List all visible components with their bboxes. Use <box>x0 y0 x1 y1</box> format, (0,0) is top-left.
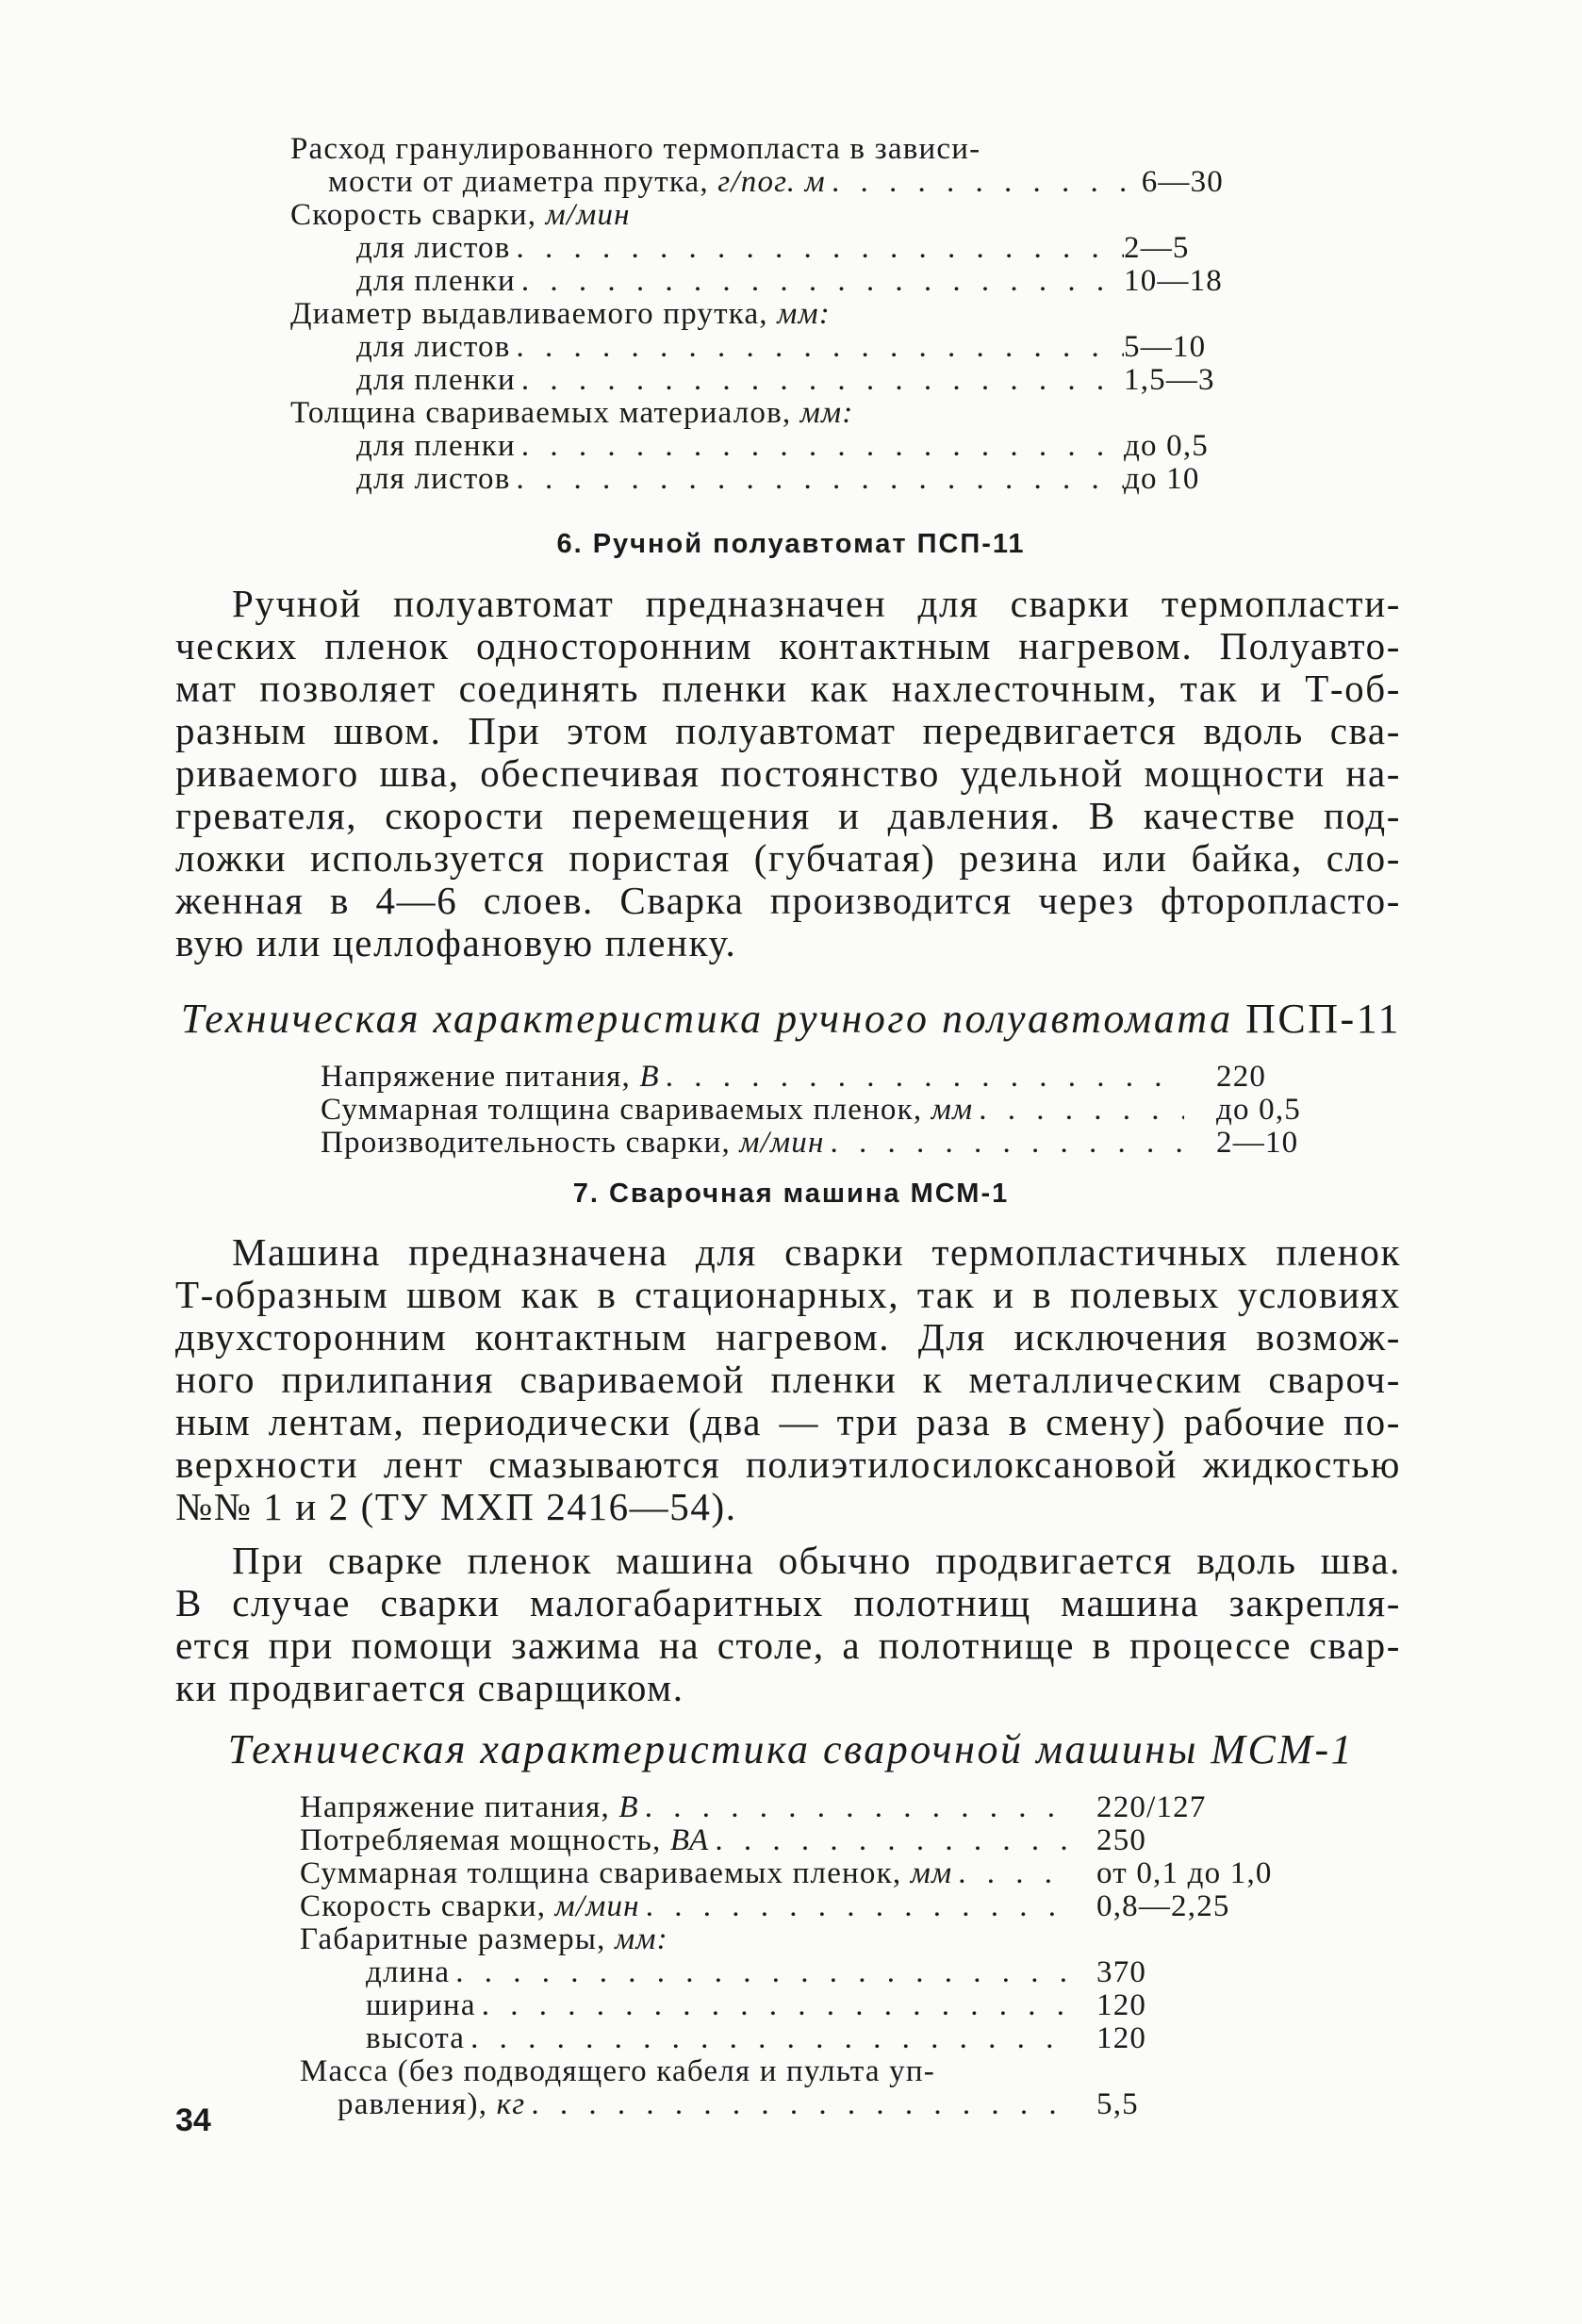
text-line: вую или целлофановую пленку. <box>175 921 737 964</box>
text-line: ется при помощи зажима на столе, а полотнище в процессе свар- <box>175 1624 1401 1667</box>
spec-label: Расход гранулированного термопласта в зависи- <box>290 132 981 166</box>
dot-leader <box>465 2022 1068 2055</box>
spec-label: равления), кг <box>338 2087 526 2121</box>
spec-row <box>321 1127 1320 1160</box>
spec-list-extrusion <box>290 133 1224 496</box>
paragraph-psp11 <box>175 583 1401 964</box>
spec-label: Напряжение питания, В <box>321 1060 660 1094</box>
dot-leader <box>709 1824 1068 1857</box>
text-line: Машина предназначена для сварки термопластичных пленок <box>232 1230 1401 1274</box>
text-line: Т-образным швом как в стационарных, так и в полевых условиях <box>175 1273 1401 1316</box>
dot-leader <box>639 1791 1068 1824</box>
text-line: женная в 4—6 слоев. Сварка производится через фторопласто- <box>175 879 1401 922</box>
spec-label: Скорость сварки, м/мин <box>290 198 631 232</box>
spec-value: до 0,5 <box>1216 1093 1301 1127</box>
spec-label: для пленки <box>356 264 516 298</box>
spec-value: 220 <box>1216 1060 1267 1094</box>
spec-row <box>290 265 1224 298</box>
text-line: ки продвигается сварщиком. <box>175 1666 684 1709</box>
spec-label: для пленки <box>356 363 516 397</box>
spec-value: от 0,1 до 1,0 <box>1096 1856 1273 1890</box>
spec-label: высота <box>366 2021 466 2055</box>
section-heading-6: 6. Ручной полуавтомат ПСП-11 <box>556 529 1026 559</box>
spec-value: 2—10 <box>1216 1126 1299 1160</box>
spec-row <box>300 2022 1299 2055</box>
text-line: При сварке пленок машина обычно продвигается вдоль шва. <box>232 1539 1401 1582</box>
spec-value: 5,5 <box>1096 2087 1139 2121</box>
text-line: ческих пленок односторонним контактным нагревом. Полуавто- <box>175 624 1401 668</box>
dot-leader <box>973 1094 1184 1127</box>
spec-value: 10—18 <box>1124 264 1223 298</box>
spec-row <box>300 1824 1299 1857</box>
dot-leader <box>476 1989 1068 2022</box>
spec-row <box>290 364 1224 397</box>
dot-leader <box>660 1061 1184 1094</box>
text-line: ным лентам, периодически (два — три раза в смену) рабочие по- <box>175 1400 1401 1443</box>
text-line: гревателя, скорости перемещения и давления. В качестве под- <box>175 794 1401 837</box>
spec-row <box>300 1890 1299 1923</box>
spec-row <box>300 1956 1299 1989</box>
spec-label: Скорость сварки, м/мин <box>300 1889 640 1923</box>
spec-title-psp11: Техническая характеристика ручного полуавтомата ПСП-11 <box>180 996 1402 1042</box>
text-line: риваемого шва, обеспечивая постоянство удельной мощности на- <box>175 751 1401 795</box>
spec-value: 6—30 <box>1141 165 1224 199</box>
text-line: №№ 1 и 2 (ТУ МХП 2416—54). <box>175 1485 737 1528</box>
spec-list-msm1 <box>300 1791 1299 2121</box>
spec-row <box>300 2088 1299 2121</box>
paragraph-msm1-operation <box>175 1540 1401 1709</box>
dot-leader <box>511 331 1124 364</box>
spec-row <box>321 1061 1320 1094</box>
section-heading-7: 7. Сварочная машина МСМ-1 <box>572 1178 1010 1209</box>
spec-row <box>290 232 1224 265</box>
spec-value: 120 <box>1096 1988 1147 2022</box>
spec-label: для пленки <box>356 429 516 463</box>
spec-value: до 0,5 <box>1124 429 1209 463</box>
spec-row <box>290 430 1224 463</box>
spec-label: Суммарная толщина свариваемых пленок, мм <box>300 1856 953 1890</box>
paragraph-msm1-description <box>175 1231 1401 1528</box>
text-line: разным швом. При этом полуавтомат передвигается вдоль сва- <box>175 709 1401 752</box>
spec-row <box>290 331 1224 364</box>
spec-label: Потребляемая мощность, ВА <box>300 1823 710 1857</box>
spec-label: Производительность сварки, м/мин <box>321 1126 825 1160</box>
text-line: двухсторонним контактным нагревом. Для исключения возмож- <box>175 1315 1401 1359</box>
spec-row <box>300 1989 1299 2022</box>
text-line: ного прилипания свариваемой пленки к металлическим свароч- <box>175 1358 1401 1401</box>
spec-label: для листов <box>356 231 511 265</box>
spec-value: 250 <box>1096 1823 1147 1857</box>
text-line: В случае сварки малогабаритных полотнищ машина закрепля- <box>175 1581 1401 1624</box>
spec-label: для листов <box>356 462 511 496</box>
spec-label: Толщина свариваемых материалов, мм: <box>290 396 854 430</box>
spec-row <box>290 199 1224 232</box>
spec-label: Масса (без подводящего кабеля и пульта уп- <box>300 2054 935 2088</box>
dot-leader <box>825 1127 1184 1160</box>
spec-row <box>300 1857 1299 1890</box>
spec-list-psp11 <box>321 1061 1320 1160</box>
spec-row <box>290 397 1224 430</box>
spec-row <box>300 1923 1299 1956</box>
spec-label: мости от диаметра прутка, г/пог. м <box>328 165 826 199</box>
spec-value: 220/127 <box>1096 1790 1207 1824</box>
spec-label: для листов <box>356 330 511 364</box>
spec-label: длина <box>366 1955 451 1989</box>
dot-leader <box>516 364 1124 397</box>
text-line: ложки используется пористая (губчатая) резина или байка, сло- <box>175 836 1401 880</box>
dot-leader <box>511 232 1124 265</box>
dot-leader <box>525 2088 1068 2121</box>
spec-title-msm1: Техническая характеристика сварочной машины МСМ-1 <box>227 1726 1355 1772</box>
spec-value: 2—5 <box>1124 231 1190 265</box>
page-number: 34 <box>175 2102 211 2138</box>
spec-label: Напряжение питания, В <box>300 1790 639 1824</box>
dot-leader <box>952 1857 1068 1890</box>
dot-leader <box>516 265 1124 298</box>
spec-label: Диаметр выдавливаемого прутка, мм: <box>290 297 831 331</box>
dot-leader <box>511 463 1124 496</box>
dot-leader <box>516 430 1124 463</box>
spec-value: 120 <box>1096 2021 1147 2055</box>
text-line: Ручной полуавтомат предназначен для сварки термопласти- <box>232 582 1401 625</box>
dot-leader <box>640 1890 1068 1923</box>
spec-row <box>290 166 1224 199</box>
spec-row <box>290 298 1224 331</box>
spec-value: 1,5—3 <box>1124 363 1215 397</box>
dot-leader <box>450 1956 1068 1989</box>
spec-value: 0,8—2,25 <box>1096 1889 1230 1923</box>
text-line: мат позволяет соединять пленки как нахлесточным, так и Т-об- <box>175 667 1401 710</box>
spec-value: 5—10 <box>1124 330 1207 364</box>
spec-label: Габаритные размеры, мм: <box>300 1922 668 1956</box>
dot-leader <box>826 166 1142 199</box>
text-line: верхности лент смазываются полиэтилосилоксановой жидкостью <box>175 1442 1401 1486</box>
spec-row <box>290 133 1224 166</box>
spec-value: до 10 <box>1124 462 1200 496</box>
spec-value: 370 <box>1096 1955 1147 1989</box>
spec-row <box>300 1791 1299 1824</box>
spec-row <box>321 1094 1320 1127</box>
spec-label: Суммарная толщина свариваемых пленок, мм <box>321 1093 974 1127</box>
spec-label: ширина <box>366 1988 476 2022</box>
spec-row <box>290 463 1224 496</box>
spec-row <box>300 2055 1299 2088</box>
